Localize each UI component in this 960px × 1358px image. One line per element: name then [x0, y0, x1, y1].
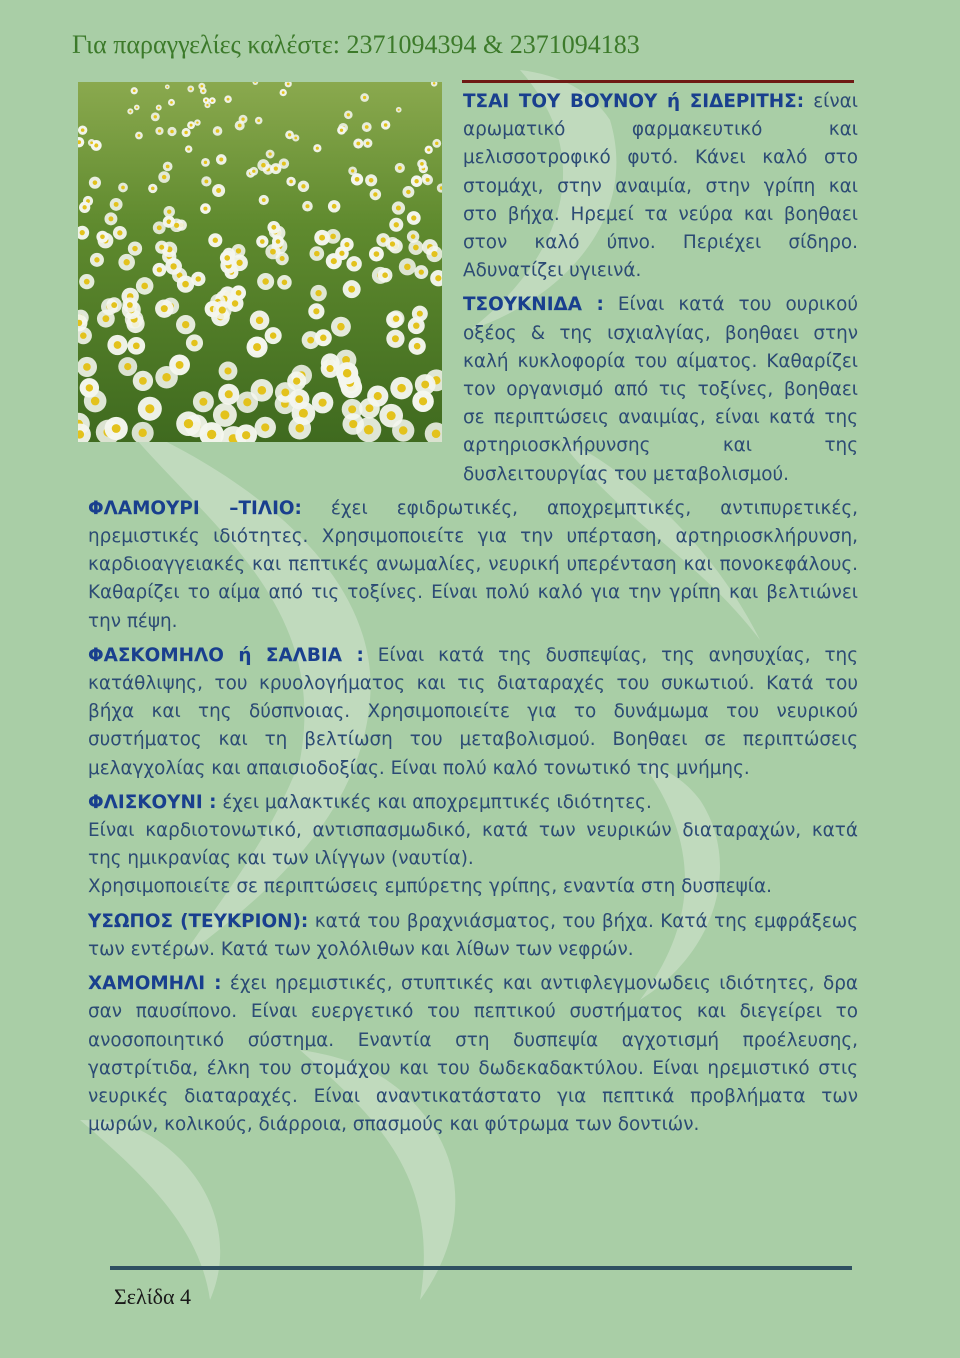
order-phone-header: Για παραγγελίες καλέστε: 2371094394 & 2371094183: [72, 30, 640, 59]
herb-label: ΥΣΩΠΟΣ (ΤΕΥΚΡΙΟΝ):: [88, 910, 309, 932]
herb-label: ΦΛΙΣΚΟΥΝΙ :: [88, 791, 217, 813]
header-divider: [462, 80, 854, 83]
herb-label: ΤΣΑΙ ΤΟΥ ΒΟΥΝΟΥ ή ΣΙΔΕΡΙΤΗΣ:: [463, 91, 805, 112]
herb-entry-faskomilo: [88, 642, 858, 783]
herb-text-fliskouni-3: Χρησιμοποιείτε σε περιπτώσεις εμπύρετης γρίπης, εναντία στη δυσπεψία.: [88, 876, 773, 898]
herb-descriptions: [88, 88, 858, 1145]
herb-text: έχει ηρεμιστικές, στυπτικές και αντιφλεγμονωδεις ιδιότητες, δρα σαν παυσίπονο. Είναι ευεργετικό του πεπτικού συστήματος και διεγείρει το ανοσοποιητικό σύστημα. Εναντία στη δυσπεψία αγχοτισμή προέλευσης, γαστρίτιδα, έλκη του στομάχου και του δωδεκαδακτύλου. Είναι ηρεμιστικό στις νευρικές διαταραχές. Είναι αναντικατάστατο για πεπτικά προβλήματα των μωρών, κολικούς, διάρροια, σπασμούς και φύτρωμα των δοντιών.: [88, 973, 859, 1136]
herb-text-fliskouni-2: Είναι καρδιοτονωτικό, αντισπασμωδικό, κατά των νευρικών διαταραχών, κατά της ημικρανίας και των ιλίγγων (ναυτία).: [88, 820, 858, 870]
page-number: Σελίδα 4: [114, 1284, 192, 1309]
herb-label: ΤΣΟΥΚΝΙΔΑ :: [463, 294, 604, 316]
herb-text: Είναι κατά του ουρικού οξέος & της ισχιαλγίας, βοηθαει στην καλή κυκλοφορία του αίματος. Καθαρίζει τον οργανισμό από τις τοξίνες, βοηθαει σε περιπτώσεις αναιμίας, είναι κατά της αρτηριοσκλήρυνσης και της δυσλειτουργίας του μεταβολισμού.: [463, 294, 858, 485]
herb-text: έχει εφιδρωτικές, αποχρεμπτικές, αντιπυρετικές, ηρεμιστικές ιδιότητες. Χρησιμοποιείτε για την υπέρταση, αρτηριοσκλήρυνση, καρδιοαγγειακές και πεπτικές ανωμαλίες, νευρική υπερένταση και πονοκεφάλους. Καθαρίζει το αίμα από τις τοξίνες. Είναι πολύ καλό για την γρίπη και βελτιώνει την πέψη.: [88, 497, 858, 632]
herb-label: ΦΛΑΜΟΥΡΙ –ΤΙΛΙΟ:: [88, 497, 302, 519]
footer-divider: [110, 1266, 852, 1270]
herb-text: είναι αρωματικό φαρμακευτικό και μελισσοτροφικό φυτό. Κάνει καλό στο στομάχι, στην αναιμία, στην γρίπη και στο βήχα. Ηρεμεί τα νεύρα και βοηθαει στον καλό ύπνο. Περιέχει σίδηρο. Αδυνατίζει υγιεινά.: [463, 91, 858, 282]
herb-text: Είναι κατά της δυσπεψίας, της ανησυχίας, της κατάθλιψης, του κρυολογήματος και τις διαταραχές του συκωτιού. Κατά του βήχα και της δύσπνοιας. Χρησιμοποιείτε για το δυνάμωμα του νευρικού συστήματος και τη βελτίωση του μεταβολισμού. Βοηθαει σε περιπτώσεις μελαγχολίας και απαισιοδοξίας. Είναι πολύ καλό τονωτικό της μνήμης.: [88, 644, 858, 779]
herb-entry-flamouri: [88, 495, 858, 636]
herb-entry-ysopos: [88, 908, 858, 964]
herb-entry-fliskouni: [88, 789, 858, 817]
herb-label: ΦΑΣΚΟΜΗΛΟ ή ΣΑΛΒΙΑ :: [88, 644, 364, 666]
herb-label: ΧΑΜΟΜΗΛΙ :: [88, 973, 222, 995]
herb-text: έχει μαλακτικές και αποχρεμπτικές ιδιότητες.: [216, 791, 652, 813]
herb-entry-chamomili: [88, 970, 858, 1139]
herb-text: κατά του βραχνιάσματος, του βήχα. Κατά της εμφράξεως των εντέρων. Κατά των χολόλιθων και λίθων των νεφρών.: [88, 910, 858, 960]
